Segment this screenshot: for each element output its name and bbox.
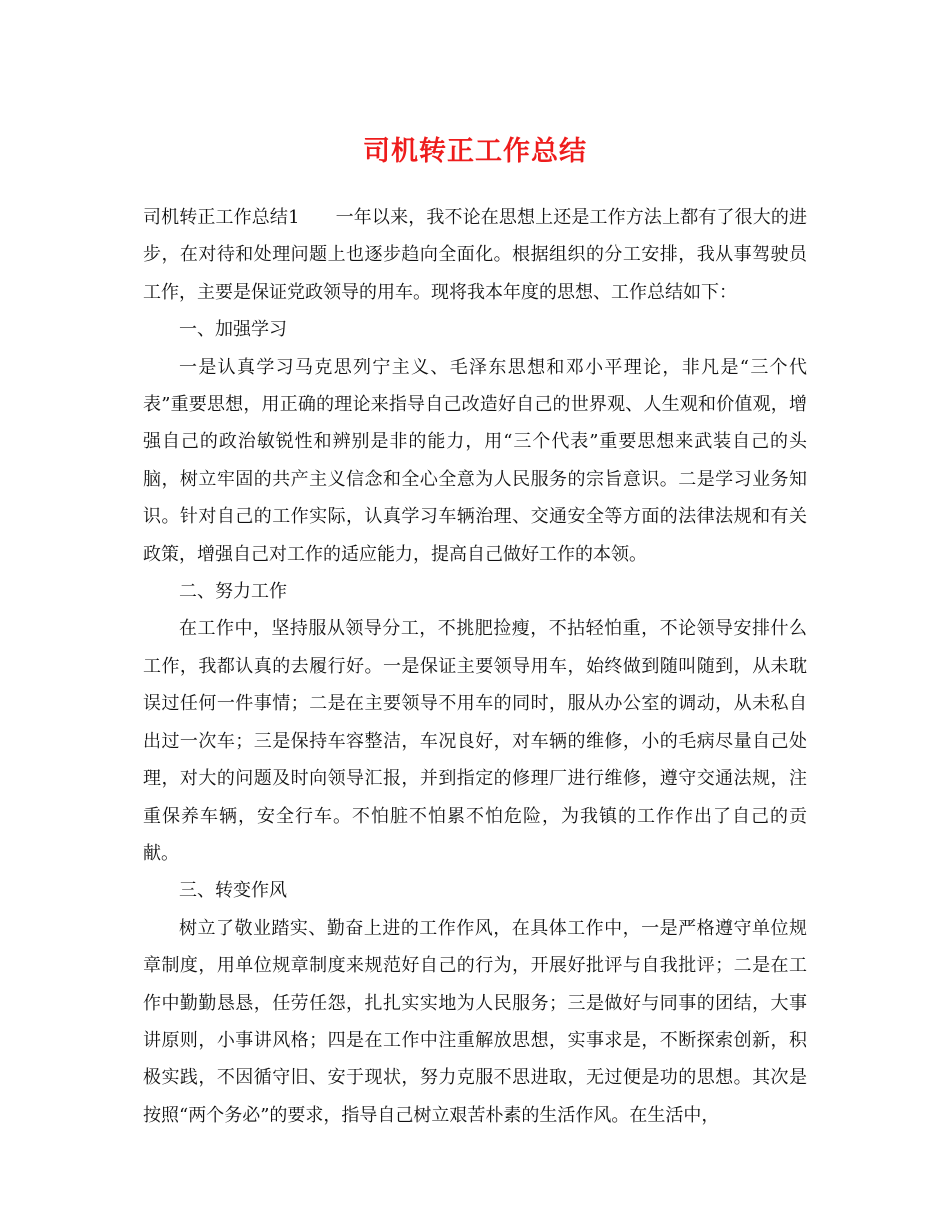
document-title: 司机转正工作总结 [363,136,587,167]
section-heading-work: 二、努力工作 [179,581,287,603]
paragraph-work: 在工作中，坚持服从领导分工，不挑肥捡瘦，不拈轻怕重，不论领导安排什么工作，我都认真的去履行好。一是保证主要领导用车，始终做到随叫随到，从未耽误过任何一件事情；二是在主要领导不用车的同时，服从办公室的调动，从未私自出过一次车；三是保持车容整洁，车况良好，对车辆的维修，小的毛病尽量自己处理，对大的问题及时向领导汇报，并到指定的修理厂进行维修，遵守交通法规，注重保养车辆，安全行车。不怕脏不怕累不怕危险，为我镇的工作作出了自己的贡献。 [143,618,807,864]
section-heading-style: 三、转变作风 [179,880,287,902]
intro-label: 司机转正工作总结1 [143,207,300,228]
paragraph-style: 树立了敬业踏实、勤奋上进的工作作风，在具体工作中，一是严格遵守单位规章制度，用单位规章制度来规范好自己的行为，开展好批评与自我批评；二是在工作中勤勤恳恳，任劳任怨，扎扎实实地为人民服务；三是做好与同事的团结，大事讲原则，小事讲风格；四是在工作中注重解放思想，实事求是，不断探索创新，积极实践，不因循守旧、安于现状，努力克服不思进取，无过便是功的思想。其次是按照“两个务必”的要求，指导自己树立艰苦朴素的生活作风。在生活中， [143,917,807,1126]
document-body [143,199,807,1134]
intro-paragraph [143,199,807,311]
intro-text: 一年以来，我不论在思想上还是工作方法上都有了很大的进步，在对待和处理问题上也逐步趋向全面化。根据组织的分工安排，我从事驾驶员工作，主要是保证党政领导的用车。现将我本年度的思想、工作总结如下： [143,207,808,303]
section-heading-study: 一、加强学习 [179,319,287,341]
paragraph-study: 一是认真学习马克思列宁主义、毛泽东思想和邓小平理论，非凡是“三个代表”重要思想，用正确的理论来指导自己改造好自己的世界观、人生观和价值观，增强自己的政治敏锐性和辨别是非的能力，用“三个代表”重要思想来武装自己的头脑，树立牢固的共产主义信念和全心全意为人民服务的宗旨意识。二是学习业务知识。针对自己的工作实际，认真学习车辆治理、交通安全等方面的法律法规和有关政策，增强自己对工作的适应能力，提高自己做好工作的本领。 [143,356,807,565]
